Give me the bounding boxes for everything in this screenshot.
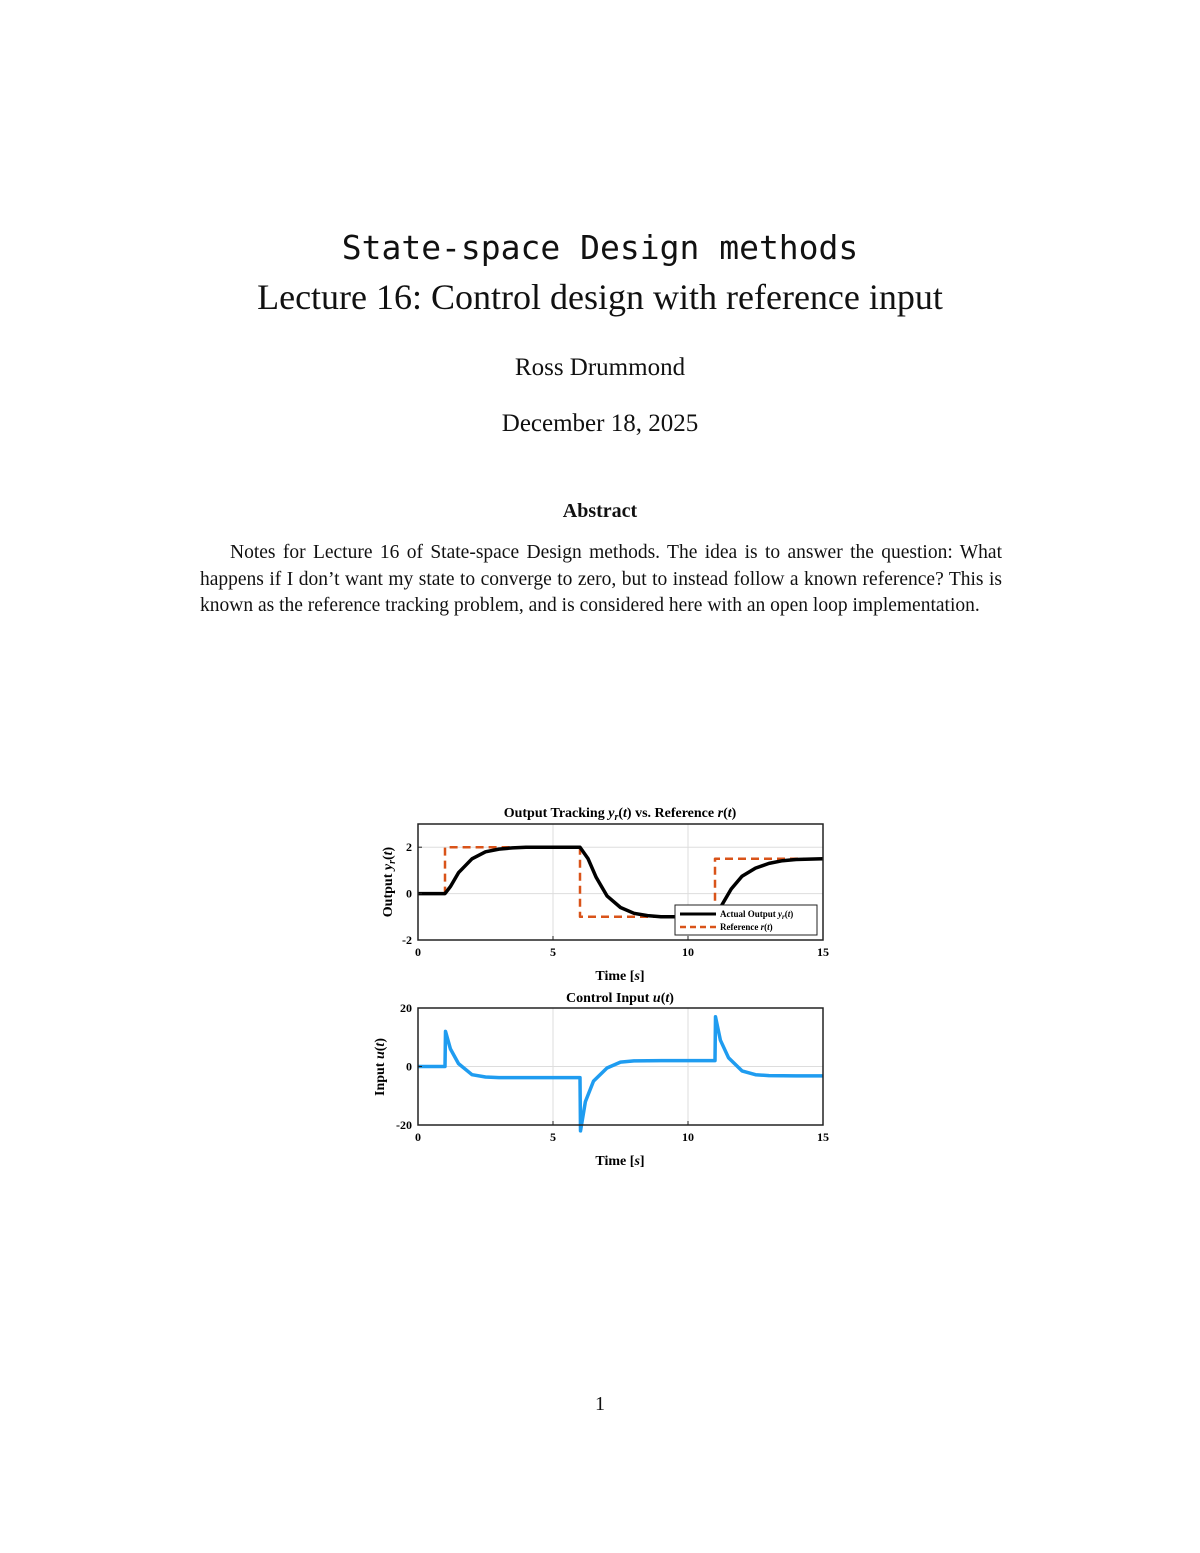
chart-control-input [373, 991, 829, 1169]
x-tick-label: 15 [817, 945, 829, 959]
chart2-ylabel: Input u(t) [373, 1038, 388, 1096]
legend-label-reference: Reference r(t) [720, 922, 773, 932]
chart2-xlabel: Time [s] [595, 1154, 645, 1169]
x-tick-label: 0 [415, 1130, 421, 1144]
y-tick-label: -2 [402, 933, 412, 947]
chart1-xlabel: Time [s] [595, 969, 645, 984]
abstract-heading: Abstract [562, 500, 638, 522]
x-tick-label: 5 [550, 1130, 556, 1144]
legend-label-actual: Actual Output $y_r(t)$ [720, 909, 794, 921]
x-tick-label: 0 [415, 945, 421, 959]
page-number: 1 [595, 1393, 605, 1415]
y-tick-label: 2 [406, 840, 412, 855]
y-tick-label: 0 [406, 886, 412, 901]
chart1-ylabel: Output $y_r(t)$ [381, 846, 398, 918]
chart2-title: Control Input u(t) [566, 991, 674, 1006]
lecture-title: Lecture 16: Control design with reference input [257, 277, 943, 317]
x-tick-label: 5 [550, 945, 556, 959]
chart1-title: Output Tracking $y_r(t)$ vs. Reference r(t) [503, 806, 737, 823]
figure-svg [360, 795, 840, 1180]
abstract-text: Notes for Lecture 16 of State-space Design methods. The idea is to answer the question: What happens if I don’t want my state to converge to zero, but to instead follow a known reference? This is known as the reference tracking problem, and is considered here with an open loop implementation. [200, 542, 1002, 616]
figure [360, 795, 840, 1180]
x-tick-label: 15 [817, 1130, 829, 1144]
x-tick-label: 10 [682, 945, 694, 959]
date: December 18, 2025 [501, 410, 699, 437]
chart1-legend [675, 905, 817, 935]
x-tick-label: 10 [682, 1130, 694, 1144]
y-tick-label: 20 [400, 1001, 412, 1015]
y-tick-label: -20 [396, 1118, 412, 1132]
series-title: State-space Design methods [341, 228, 859, 267]
chart-output-tracking [381, 806, 829, 984]
author: Ross Drummond [514, 354, 686, 381]
y-tick-label: 0 [406, 1059, 412, 1074]
